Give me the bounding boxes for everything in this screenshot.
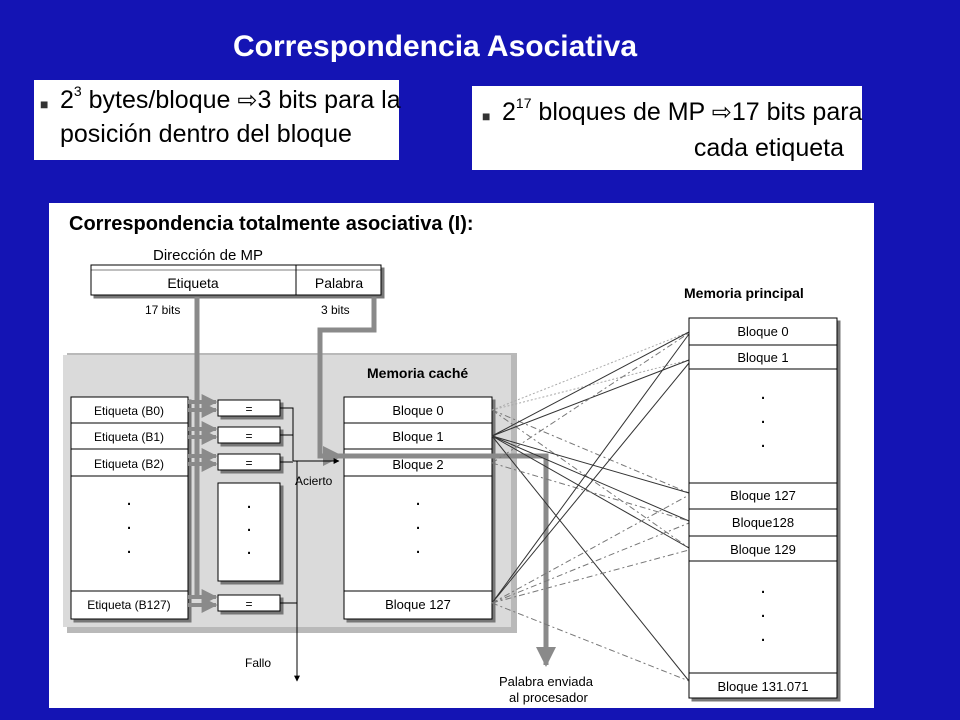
- note2-base: 2: [502, 98, 516, 126]
- ellipsis-dot: .: [760, 600, 766, 622]
- output-label-line2: al procesador: [509, 690, 588, 705]
- arrow-right-icon: ⇨: [711, 99, 732, 126]
- note1-result: 3 bits para la: [257, 86, 401, 114]
- comparator-0: =: [245, 402, 253, 416]
- main-memory-label: Memoria principal: [684, 285, 804, 301]
- comparator-2: =: [245, 456, 253, 470]
- bits-tag-label: 17 bits: [145, 303, 181, 317]
- ellipsis-dot: .: [126, 536, 132, 558]
- note1-line1: [60, 84, 401, 117]
- slide-title: Correspondencia Asociativa: [232, 30, 638, 63]
- bullet-icon: ■: [40, 96, 49, 112]
- mem-block-127: Bloque 127: [730, 488, 796, 503]
- cache-block-2: Bloque 2: [392, 457, 444, 472]
- ellipsis-dot: .: [415, 512, 421, 534]
- ellipsis-dot: .: [246, 537, 252, 559]
- ellipsis-dot: .: [415, 488, 421, 510]
- diagram-title: Correspondencia totalmente asociativa (I):: [69, 213, 474, 235]
- ellipsis-dot: .: [126, 488, 132, 510]
- diagram-canvas: [49, 203, 874, 708]
- tag-b2: Etiqueta (B2): [93, 457, 165, 471]
- address-label: Dirección de MP: [153, 247, 264, 264]
- mem-block-0: Bloque 0: [737, 324, 789, 339]
- comparator-1: =: [245, 429, 253, 443]
- note1-line2: posición dentro del bloque: [60, 120, 352, 148]
- mem-block-1: Bloque 1: [737, 350, 789, 365]
- note2-line2: cada etiqueta: [693, 134, 844, 162]
- cache-block-127: Bloque 127: [385, 597, 451, 612]
- miss-label: Fallo: [245, 656, 272, 670]
- note1-text: bytes/bloque: [81, 86, 238, 114]
- ellipsis-dot: .: [246, 514, 252, 536]
- note2-line1: [502, 96, 862, 129]
- note1-base: 2: [60, 86, 74, 114]
- ellipsis-dot: .: [760, 406, 766, 428]
- note2-text: bloques de MP: [531, 98, 712, 126]
- mem-block-129: Bloque 129: [730, 542, 796, 557]
- ellipsis-dot: .: [760, 624, 766, 646]
- cache-block-0: Bloque 0: [392, 403, 444, 418]
- arrow-right-icon: ⇨: [237, 87, 258, 114]
- mem-block-131071: Bloque 131.071: [717, 679, 809, 694]
- note-blocks-mp: [472, 86, 862, 170]
- comparator-127: =: [245, 597, 253, 611]
- cache-label: Memoria caché: [367, 365, 469, 381]
- mapping-lines: [492, 332, 689, 681]
- cache-block-1: Bloque 1: [392, 429, 444, 444]
- ellipsis-dot: .: [760, 430, 766, 452]
- tag-b1: Etiqueta (B1): [93, 430, 165, 444]
- ellipsis-dot: .: [415, 536, 421, 558]
- note2-result: 17 bits para: [731, 98, 863, 126]
- bits-word-label: 3 bits: [321, 303, 350, 317]
- ellipsis-dot: .: [760, 576, 766, 598]
- mem-block-128: Bloque128: [731, 515, 795, 530]
- tag-b0: Etiqueta (B0): [93, 404, 165, 418]
- output-label-line1: Palabra enviada: [499, 674, 593, 689]
- bullet-icon: ■: [482, 108, 491, 124]
- field-word-label: Palabra: [314, 275, 364, 291]
- field-tag-label: Etiqueta: [167, 275, 219, 291]
- ellipsis-dot: .: [126, 512, 132, 534]
- ellipsis-dot: .: [760, 382, 766, 404]
- associative-mapping-diagram: [49, 203, 874, 708]
- note-bytes-per-block: [34, 80, 399, 160]
- hit-label: Acierto: [295, 474, 333, 488]
- tag-b127: Etiqueta (B127): [87, 598, 171, 612]
- ellipsis-dot: .: [246, 491, 252, 513]
- note2-exponent: 17: [515, 95, 532, 111]
- note1-exponent: 3: [73, 83, 82, 99]
